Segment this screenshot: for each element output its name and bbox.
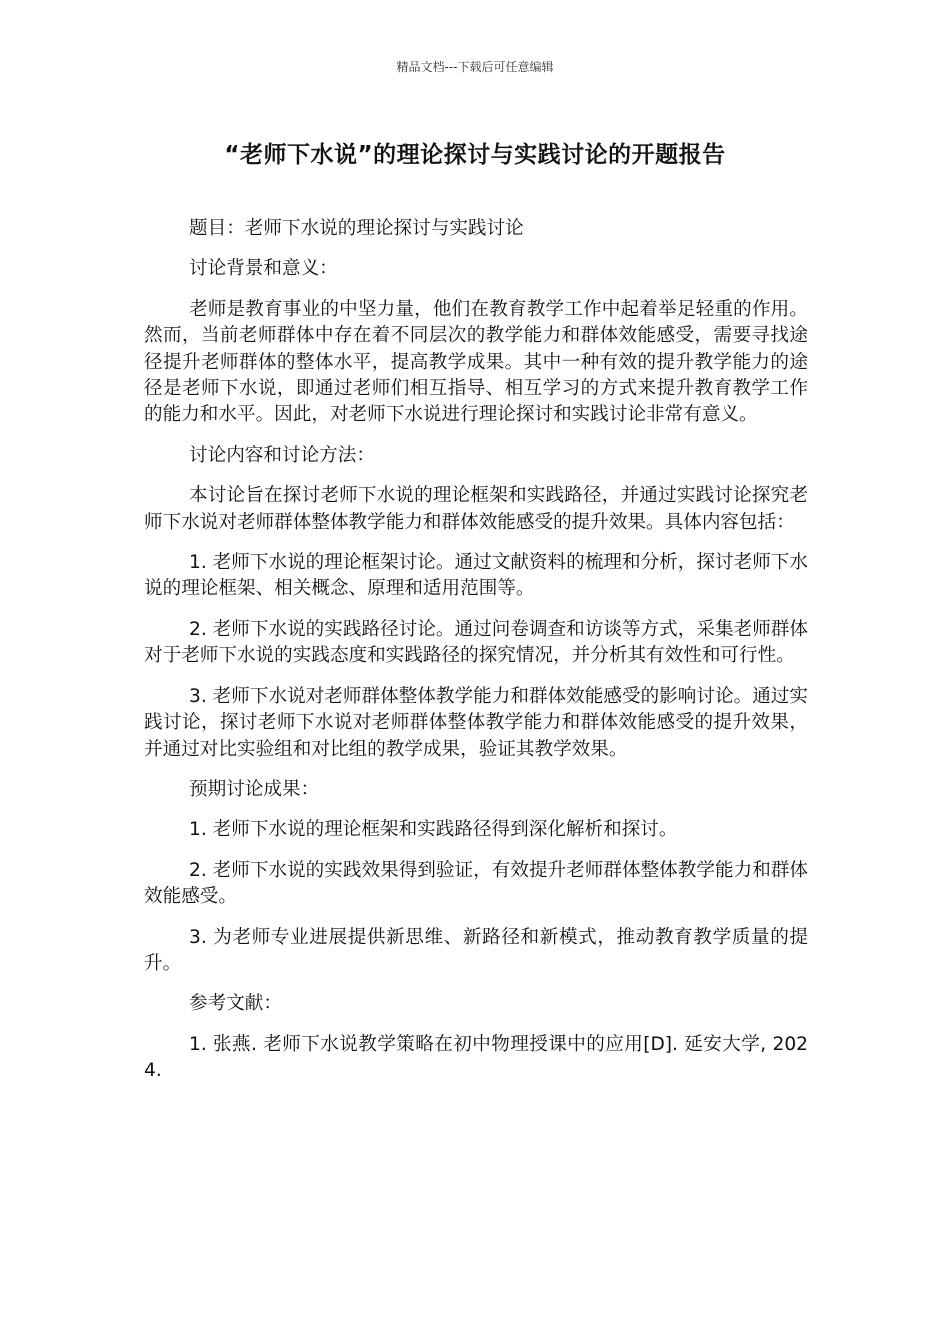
list-item-method-3: 3. 老师下水说对老师群体整体教学能力和群体效能感受的影响讨论。通过实践讨论，探讨老师下水说对老师群体整体教学能力和群体效能感受的提升效果，并通过对比实验组和对比组的教学成果，验证其教学效果。 <box>144 685 808 760</box>
list-item-outcome-1: 1. 老师下水说的理论框架和实践路径得到深化解析和探讨。 <box>189 819 678 841</box>
section-heading-background: 讨论背景和意义： <box>189 258 338 280</box>
list-item-outcome-3: 3. 为老师专业进展提供新思维、新路径和新模式，推动教育教学质量的提升。 <box>144 926 808 974</box>
topic-line: 题目：老师下水说的理论探讨与实践讨论 <box>189 218 524 239</box>
section-heading-outcomes: 预期讨论成果： <box>189 778 320 800</box>
list-item-outcome-2: 2. 老师下水说的实践效果得到验证，有效提升老师群体整体教学能力和群体效能感受。 <box>144 859 808 908</box>
list-item-method-2: 2. 老师下水说的实践路径讨论。通过问卷调查和访谈等方式，采集老师群体对于老师下水说的实践态度和实践路径的探究情况，并分析其有效性和可行性。 <box>144 618 808 667</box>
section-heading-references: 参考文献： <box>189 993 282 1015</box>
page-header: 精品文档---下载后可任意编辑 <box>396 60 554 74</box>
paragraph-methods: 本讨论旨在探讨老师下水说的理论框架和实践路径，并通过实践讨论探究老师下水说对老师群体整体教学能力和群体效能感受的提升效果。具体内容包括： <box>144 485 808 533</box>
list-item-method-1: 1. 老师下水说的理论框架讨论。通过文献资料的梳理和分析，探讨老师下水说的理论框架、相关概念、原理和适用范围等。 <box>144 552 808 600</box>
document-body <box>144 216 808 1099</box>
reference-item-1: 1. 张燕. 老师下水说教学策略在初中物理授课中的应用[D]. 延安大学, 2024. <box>144 1033 808 1082</box>
paragraph-background: 老师是教育事业的中坚力量，他们在教育教学工作中起着举足轻重的作用。然而，当前老师群体中存在着不同层次的教学能力和群体效能感受，需要寻找途径提升老师群体的整体水平，提高教学成果。其中一种有效的提升教学能力的途径是老师下水说，即通过老师们相互指导、相互学习的方式来提升教育教学工作的能力和水平。因此，对老师下水说进行理论探讨和实践讨论非常有意义。 <box>144 298 808 426</box>
section-heading-methods: 讨论内容和讨论方法： <box>189 444 375 466</box>
document-title: “老师下水说”的理论探讨与实践讨论的开题报告 <box>224 142 726 168</box>
